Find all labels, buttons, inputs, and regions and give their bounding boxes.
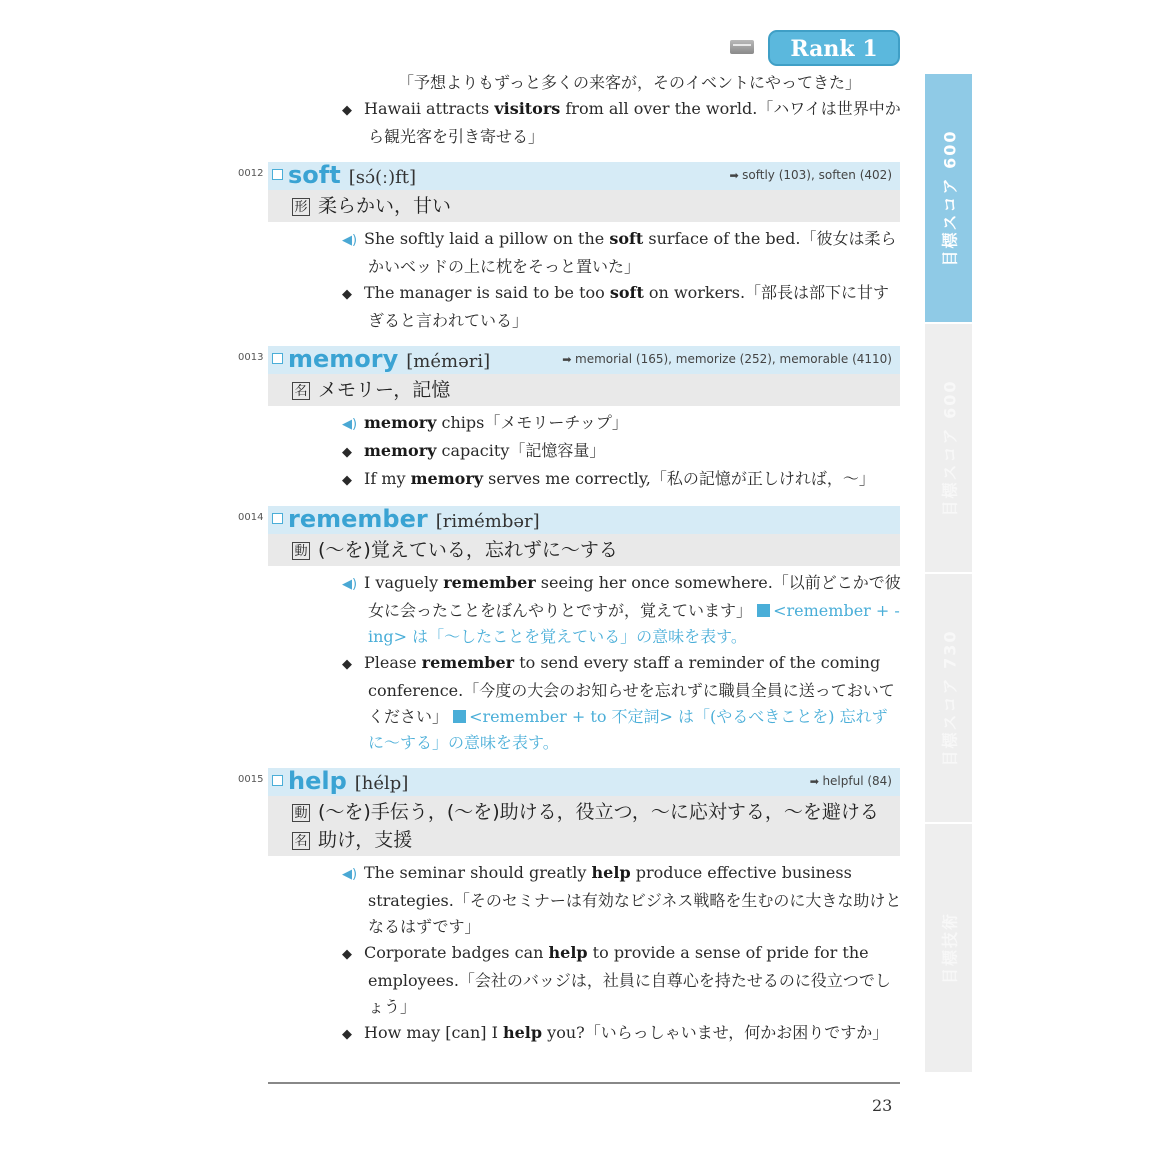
intro-example: ◆ Hawaii attracts visitors from all over the world.「ハワイは世界中から観光客を引き寄せる」 [342, 99, 901, 146]
derivatives: ➡ helpful (84) [810, 774, 892, 788]
derivatives: ➡ memorial (165), memorize (252), memorable (4110) [562, 352, 892, 366]
side-tab-label: 目標スコア 600 [940, 379, 959, 517]
examples [238, 570, 902, 756]
note-icon [757, 604, 770, 617]
headword: soft [sɔ́(ː)ft] [288, 161, 417, 189]
example: ◀) I vaguely remember seeing her once somewhere.「以前どこかで彼女に会ったことをぼんやりとですが，覚えています」 <remember + -ing> は「〜したことを覚えている」の意味を表す。 [342, 573, 901, 646]
entry-number: 0012 [238, 168, 264, 179]
side-tab-1[interactable] [925, 74, 972, 324]
example: ◆ If my memory serves me correctly,「私の記憶が正しければ，〜」 [238, 466, 902, 494]
definitions [268, 796, 900, 856]
entry-help [238, 768, 902, 1048]
diamond-icon: ◆ [342, 1027, 352, 1042]
definition: 名 メモリー，記憶 [268, 376, 900, 404]
side-tab-4[interactable] [925, 824, 972, 1074]
entry-number: 0015 [238, 774, 264, 785]
note-icon [453, 710, 466, 723]
definition: 形 柔らかい，甘い [268, 192, 900, 220]
side-tab-label: 目標技術 [940, 911, 959, 985]
diamond-icon: ◆ [342, 657, 352, 672]
example: ◀) She softly laid a pillow on the soft surface of the bed.「彼女は柔らかいベッドの上に枕をそっと置いた」 [342, 229, 897, 276]
entry-remember [238, 506, 902, 756]
headword: help [hélp] [288, 767, 409, 795]
checkbox-icon[interactable] [272, 169, 283, 180]
diamond-icon: ◆ [342, 947, 352, 962]
speaker-icon[interactable]: ◀) [342, 867, 358, 882]
definition: 名 助け，支援 [268, 826, 900, 854]
example: ◀) The seminar should greatly help produce effective business strategies.「そのセミナーは有効なビジネス戦略を生むのに大きな助けとなるはずです」 [342, 863, 902, 936]
side-tab-3[interactable] [925, 574, 972, 824]
side-tab-label: 目標スコア 730 [940, 629, 959, 767]
usage-note: <remember + -ing> は「〜したことを覚えている」の意味を表す。 [368, 601, 900, 646]
derivatives: ➡ softly (103), soften (402) [729, 168, 892, 182]
entry-number: 0013 [238, 352, 264, 363]
part-of-speech: 名 [292, 382, 310, 400]
page-content [238, 70, 902, 1048]
example: ◆ Corporate badges can help to provide a sense of pride for the employees.「会社のバッジは，社員に自尊心を持たせるのに役立つでしょう」 [342, 943, 891, 1016]
definition: 動 (〜を)覚えている，忘れずに〜する [268, 536, 900, 564]
entry-memory [238, 346, 902, 494]
example: ◆ memory capacity「記憶容量」 [238, 438, 902, 466]
definitions [268, 374, 900, 406]
example: ◆ How may [can] I help you?「いらっしゃいませ，何かお困りですか」 [238, 1020, 902, 1048]
rank-badge: Rank 1 [768, 30, 900, 66]
part-of-speech: 名 [292, 832, 310, 850]
speaker-icon[interactable]: ◀) [342, 417, 358, 432]
diamond-icon: ◆ [342, 103, 352, 118]
pronunciation: [méməri] [406, 351, 491, 372]
headword: memory [méməri] [288, 345, 491, 373]
pronunciation: [rimémbər] [435, 511, 540, 532]
side-index [925, 74, 972, 1074]
entry-number: 0014 [238, 512, 264, 523]
pronunciation: [sɔ́(ː)ft] [348, 167, 417, 188]
checkbox-icon[interactable] [272, 775, 283, 786]
diamond-icon: ◆ [342, 287, 352, 302]
checkbox-icon[interactable] [272, 353, 283, 364]
entry-header [238, 505, 900, 534]
example: ◀) memory chips「メモリーチップ」 [238, 410, 902, 438]
definitions [268, 534, 900, 566]
examples [238, 226, 902, 334]
definitions [268, 190, 900, 222]
diamond-icon: ◆ [342, 473, 352, 488]
bottom-rule [268, 1082, 900, 1084]
entry-soft [238, 162, 902, 334]
example: ◆ The manager is said to be too soft on workers.「部長は部下に甘すぎると言われている」 [342, 283, 890, 330]
speaker-icon[interactable]: ◀) [342, 233, 358, 248]
rank-icon [730, 40, 754, 54]
examples [238, 860, 902, 1048]
examples [238, 410, 902, 494]
part-of-speech: 動 [292, 542, 310, 560]
entry-header [238, 345, 900, 374]
entry-list [238, 162, 902, 1048]
definition: 動 (〜を)手伝う，(〜を)助ける，役立つ，〜に応対する，〜を避ける [268, 798, 900, 826]
example: ◆ Please remember to send every staff a reminder of the coming conference.「今度の大会のお知らせを忘れずに職員全員に送っておいてください」 <remember + to 不定詞> は「(やるべきことを) 忘れずに〜する」の意味を表す。 [342, 653, 895, 752]
checkbox-icon[interactable] [272, 513, 283, 524]
page-number: 23 [872, 1096, 893, 1115]
side-tab-label: 目標スコア 600 [940, 129, 959, 267]
speaker-icon[interactable]: ◀) [342, 577, 358, 592]
entry-header [238, 161, 900, 190]
diamond-icon: ◆ [342, 445, 352, 460]
side-tab-2[interactable] [925, 324, 972, 574]
usage-note: <remember + to 不定詞> は「(やるべきことを) 忘れずに〜する」の意味を表す。 [368, 707, 888, 752]
intro-translation: 「予想よりもずっと多くの来客が，そのイベントにやってきた」 [398, 73, 862, 92]
entry-header [238, 767, 900, 796]
pronunciation: [hélp] [354, 773, 409, 794]
part-of-speech: 動 [292, 804, 310, 822]
headword: remember [rimémbər] [288, 505, 540, 533]
part-of-speech: 形 [292, 198, 310, 216]
